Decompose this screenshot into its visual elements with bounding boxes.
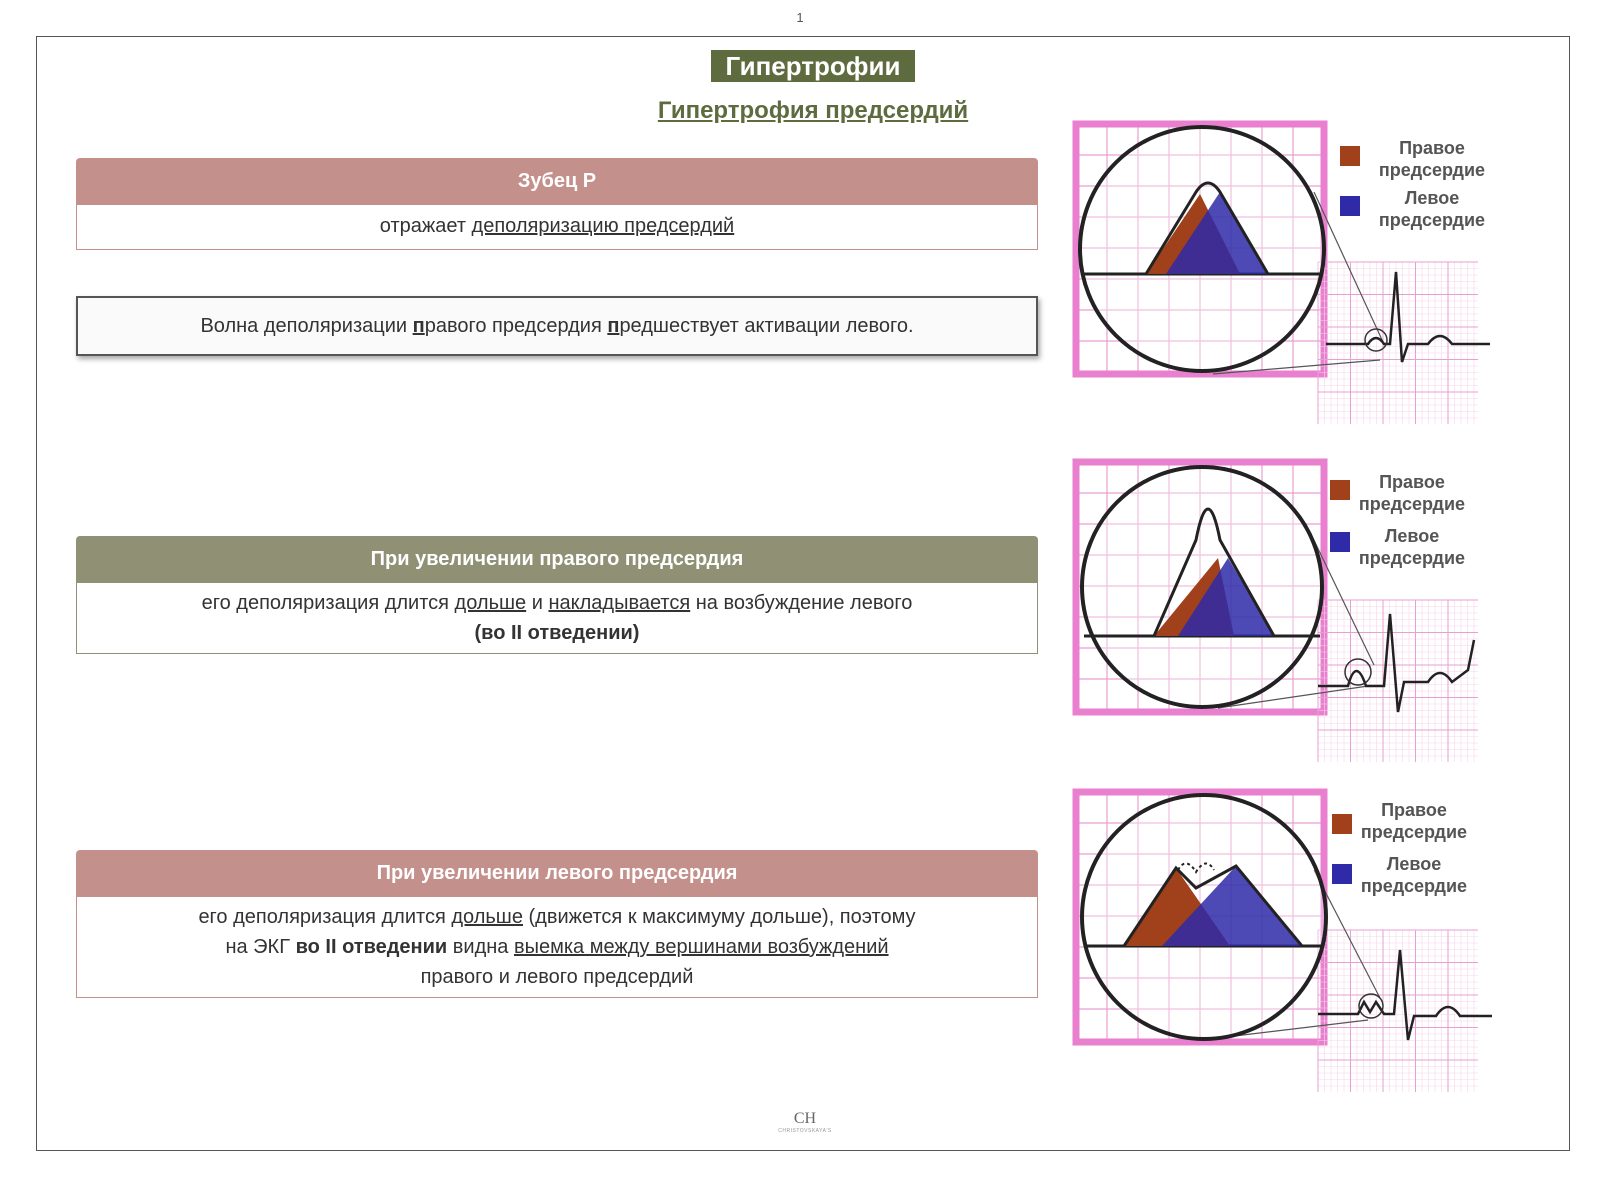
legend-label: Правое xyxy=(1399,138,1465,158)
page-number: 1 xyxy=(796,10,804,25)
legend-label: предсердие xyxy=(1378,160,1486,180)
p-wave-text: отражает xyxy=(379,215,472,237)
text: (движется к максимуму дольше), поэтому xyxy=(522,906,916,928)
right-atrium-line-1 xyxy=(77,588,1037,618)
legend-label: Левое xyxy=(1384,526,1440,546)
p-wave-header: Зубец Р xyxy=(76,158,1038,204)
legend-left-atrium-swatch xyxy=(1330,532,1350,552)
logo-mark: CH xyxy=(793,1110,817,1127)
left-atrium-description xyxy=(76,896,1038,998)
legend-right-atrium-swatch xyxy=(1340,146,1360,166)
ecg-figure-normal xyxy=(1068,112,1524,432)
ecg-figure-right-atrium-enlargement xyxy=(1068,450,1524,770)
left-atrium-line-2 xyxy=(77,932,1037,962)
legend-label: предсердие xyxy=(1360,822,1468,842)
right-atrium-header: При увеличении правого предсердия xyxy=(76,536,1038,582)
bold-text: (во II отведении) xyxy=(474,622,640,644)
p-wave-description xyxy=(76,204,1038,250)
legend-label: Правое xyxy=(1379,472,1445,492)
callout-bold-1: п xyxy=(412,315,425,337)
callout-text-3: редшествует активации левого. xyxy=(619,315,914,337)
legend-label: предсердие xyxy=(1358,548,1466,568)
underlined-text: выемка между вершинами возбуждений xyxy=(513,936,889,958)
legend-label: предсердие xyxy=(1358,494,1466,514)
callout-text-2: равого предсердия xyxy=(424,315,608,337)
callout-text-1: Волна деполяризации xyxy=(200,315,413,337)
depolarization-callout xyxy=(76,296,1038,356)
underlined-text: дольше xyxy=(454,592,527,614)
p-wave-text-underlined: деполяризацию предсердий xyxy=(471,215,735,237)
callout-bold-2: п xyxy=(607,315,620,337)
left-atrium-line-1 xyxy=(77,902,1037,932)
legend-label: Левое xyxy=(1386,854,1442,874)
text: и xyxy=(526,592,549,614)
text: его деполяризация длится xyxy=(198,906,452,928)
ecg-figure-left-atrium-enlargement xyxy=(1068,780,1524,1100)
legend-left-atrium-swatch xyxy=(1332,864,1352,884)
underlined-text: дольше xyxy=(451,906,523,928)
text: видна xyxy=(447,936,514,958)
text: его деполяризация длится xyxy=(201,592,455,614)
ecg-grid-strip xyxy=(1318,930,1478,1092)
underlined-text: накладывается xyxy=(548,592,691,614)
bold-text: во II отведении xyxy=(295,936,448,958)
text: на ЭКГ xyxy=(225,936,296,958)
legend-right-atrium-swatch xyxy=(1332,814,1352,834)
right-atrium-line-2 xyxy=(77,618,1037,648)
page-subtitle: Гипертрофия предсердий xyxy=(657,97,969,124)
legend-label: Левое xyxy=(1404,188,1460,208)
footer-logo xyxy=(770,1110,840,1134)
legend-left-atrium-swatch xyxy=(1340,196,1360,216)
legend-label: предсердие xyxy=(1378,210,1486,230)
left-atrium-line-3 xyxy=(77,962,1037,992)
page-title: Гипертрофии xyxy=(711,50,915,82)
text: правого и левого предсердий xyxy=(420,966,694,988)
left-atrium-header: При увеличении левого предсердия xyxy=(76,850,1038,896)
text: на возбуждение левого xyxy=(690,592,913,614)
right-atrium-description xyxy=(76,582,1038,654)
legend-label: Правое xyxy=(1381,800,1447,820)
legend-right-atrium-swatch xyxy=(1330,480,1350,500)
logo-text: CHRISTOVSKAYA'S xyxy=(778,1128,832,1134)
legend-label: предсердие xyxy=(1360,876,1468,896)
